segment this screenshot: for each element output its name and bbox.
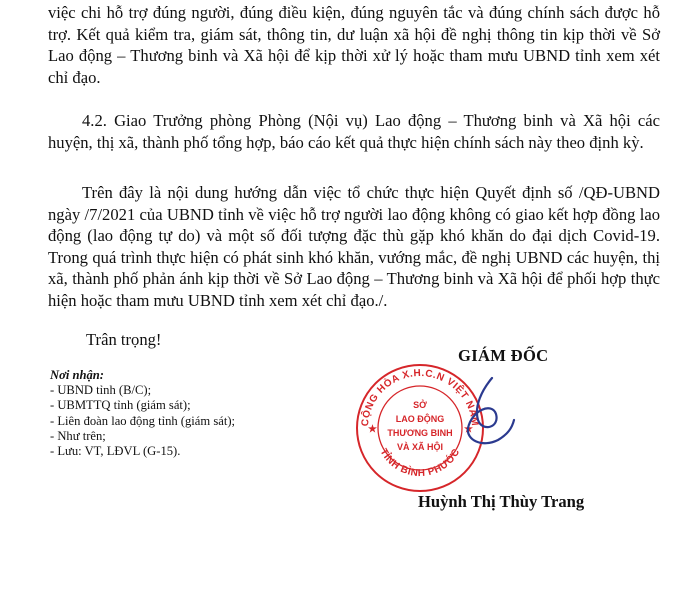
- seal-line-3: THƯƠNG BINH: [387, 428, 453, 438]
- seal-outer-text: CỘNG HÒA X.H.C.N VIỆT NAM: [359, 367, 481, 427]
- recipients-list: [50, 383, 235, 459]
- signer-name: Huỳnh Thị Thùy Trang: [418, 492, 585, 511]
- paragraph-conclusion: Trên đây là nội dung hướng dẫn việc tổ chức thực hiện Quyết định số /QĐ-UBND ngày /7/2021 của UBND tỉnh về việc hỗ trợ người lao động không có giao kết hợp đồng lao động (lao động tự do) và một số đối tượng đặc thù gặp khó khăn do đại dịch Covid-19. Trong quá trình thực hiện có phát sinh khó khăn, vướng mắc, đề nghị UBND các huyện, thị xã, thành phố phản ánh kịp thời về Sở Lao động – Thương binh và Xã hội để phối hợp thực hiện hoặc tham mưu UBND tỉnh xem xét chỉ đạo./.: [48, 183, 660, 310]
- recipient-item: - UBND tỉnh (B/C);: [50, 383, 152, 398]
- recipients-header: Nơi nhận:: [50, 368, 105, 382]
- seal-line-2: LAO ĐỘNG: [395, 414, 445, 424]
- seal-bottom-text: TỈNH BÌNH PHƯỚC: [377, 446, 463, 480]
- recipient-item: - UBMTTQ tỉnh (giám sát);: [50, 398, 191, 413]
- recipient-item: - Liên đoàn lao động tỉnh (giám sát);: [50, 413, 236, 428]
- recipient-item: - Lưu: VT, LĐVL (G-15).: [50, 444, 181, 459]
- recipients-block: [50, 368, 235, 459]
- greeting: Trân trọng!: [86, 330, 162, 349]
- paragraph-compliance: việc chi hỗ trợ đúng người, đúng điều kiện, đúng nguyên tắc và đúng chính sách được hỗ trợ. Kết quả kiểm tra, giám sát, thông tin, dư luận xã hội đề nghị thông tin kịp thời về Sở Lao động – Thương binh và Xã hội để kịp thời xử lý hoặc tham mưu UBND tỉnh xem xét chỉ đạo.: [48, 3, 660, 87]
- handwritten-signature: [452, 370, 522, 460]
- paragraph-assignment: 4.2. Giao Trưởng phòng Phòng (Nội vụ) Lao động – Thương binh và Xã hội các huyện, thị xã, thành phố tổng hợp, báo cáo kết quả thực hiện chính sách này theo định kỳ.: [48, 111, 660, 152]
- seal-line-4: VÀ XÃ HỘI: [396, 442, 444, 452]
- recipient-item: - Như trên;: [50, 428, 106, 443]
- seal-line-1: SỞ: [413, 400, 427, 410]
- signature-title: GIÁM ĐỐC: [458, 346, 549, 365]
- seal-star-right-icon: ★: [464, 424, 473, 435]
- seal-star-left-icon: ★: [368, 424, 377, 435]
